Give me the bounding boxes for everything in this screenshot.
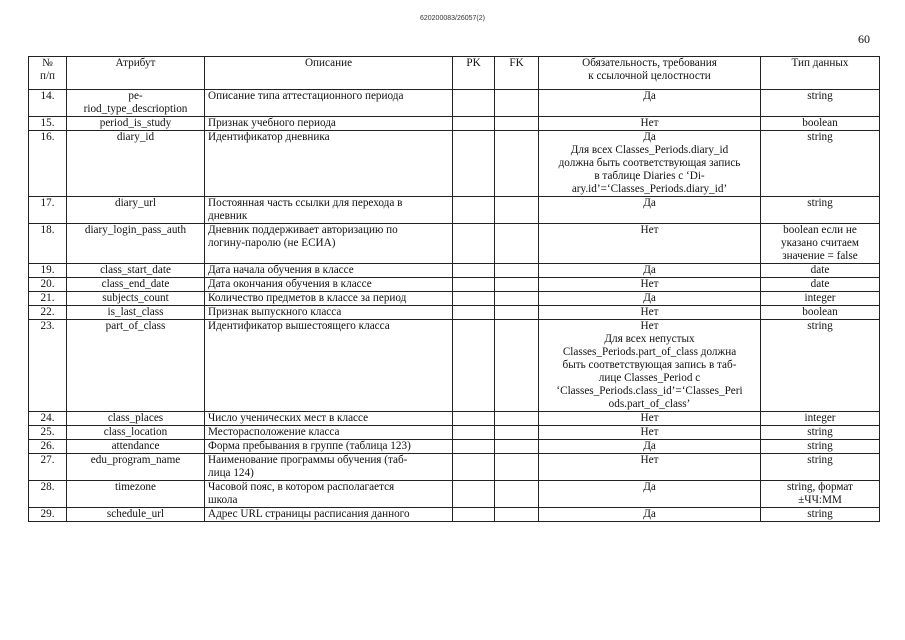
requirement-cell: Нет: [539, 306, 761, 320]
attribute-description: Признак учебного периода: [205, 117, 453, 131]
attribute-name: timezone: [67, 481, 205, 508]
row-number: 19.: [29, 264, 67, 278]
attribute-name: diary_login_pass_auth: [67, 224, 205, 264]
attribute-description: Число ученических мест в классе: [205, 412, 453, 426]
row-number: 21.: [29, 292, 67, 306]
pk-cell: [453, 306, 495, 320]
data-type-cell: integer: [761, 412, 880, 426]
data-type-cell: string: [761, 90, 880, 117]
attribute-name: period_is_study: [67, 117, 205, 131]
requirement-cell: Да: [539, 508, 761, 522]
fk-cell: [495, 292, 539, 306]
fk-cell: [495, 412, 539, 426]
requirement-cell: Да: [539, 197, 761, 224]
fk-cell: [495, 117, 539, 131]
attribute-name: class_start_date: [67, 264, 205, 278]
col-header-fk: FK: [495, 57, 539, 90]
table-row: [29, 197, 880, 224]
table-row: [29, 131, 880, 197]
table-row: [29, 90, 880, 117]
requirement-cell: Да: [539, 292, 761, 306]
requirement-cell: Да: [539, 264, 761, 278]
attribute-description: Количество предметов в классе за период: [205, 292, 453, 306]
fk-cell: [495, 508, 539, 522]
pk-cell: [453, 292, 495, 306]
requirement-cell: Да: [539, 90, 761, 117]
attribute-description: Дата начала обучения в классе: [205, 264, 453, 278]
requirement-cell: Нет: [539, 412, 761, 426]
fk-cell: [495, 197, 539, 224]
attribute-description: Дневник поддерживает авторизацию по логину-паролю (не ЕСИА): [205, 224, 453, 264]
attribute-name: class_location: [67, 426, 205, 440]
data-type-cell: boolean если не указано считаем значение = false: [761, 224, 880, 264]
row-number: 14.: [29, 90, 67, 117]
document-id: 620200083/26057(2): [419, 15, 485, 22]
row-number: 23.: [29, 320, 67, 412]
attribute-name: diary_id: [67, 131, 205, 197]
fk-cell: [495, 90, 539, 117]
data-type-cell: string: [761, 131, 880, 197]
fk-cell: [495, 320, 539, 412]
pk-cell: [453, 131, 495, 197]
attribute-description: Идентификатор вышестоящего класса: [205, 320, 453, 412]
pk-cell: [453, 278, 495, 292]
attribute-description: Наименование программы обучения (таб- лица 124): [205, 454, 453, 481]
data-type-cell: boolean: [761, 306, 880, 320]
attribute-description: Постоянная часть ссылки для перехода в дневник: [205, 197, 453, 224]
data-type-cell: string, формат ±ЧЧ:ММ: [761, 481, 880, 508]
requirement-cell: Нет: [539, 454, 761, 481]
table-row: [29, 292, 880, 306]
attribute-description: Идентификатор дневника: [205, 131, 453, 197]
requirement-cell: Да: [539, 481, 761, 508]
row-number: 29.: [29, 508, 67, 522]
page-number: 60: [858, 32, 870, 46]
requirement-cell: Нет: [539, 224, 761, 264]
row-number: 27.: [29, 454, 67, 481]
attribute-description: Форма пребывания в группе (таблица 123): [205, 440, 453, 454]
fk-cell: [495, 481, 539, 508]
row-number: 26.: [29, 440, 67, 454]
row-number: 16.: [29, 131, 67, 197]
pk-cell: [453, 224, 495, 264]
pk-cell: [453, 508, 495, 522]
requirement-cell: Нет: [539, 278, 761, 292]
fk-cell: [495, 278, 539, 292]
pk-cell: [453, 440, 495, 454]
requirement-cell: Нет Для всех непустых Classes_Periods.part_of_class должна быть соответствующая запись в таб- лице Classes_Period с ‘Classes_Periods.class_id’=‘Classes_Peri ods.part_of_class’: [539, 320, 761, 412]
row-number: 18.: [29, 224, 67, 264]
table-row: [29, 454, 880, 481]
attribute-description: Описание типа аттестационного периода: [205, 90, 453, 117]
data-type-cell: string: [761, 508, 880, 522]
fk-cell: [495, 306, 539, 320]
pk-cell: [453, 264, 495, 278]
col-header-attribute: Атрибут: [67, 57, 205, 90]
attribute-name: attendance: [67, 440, 205, 454]
attribute-description: Признак выпускного класса: [205, 306, 453, 320]
attribute-table: [28, 56, 880, 522]
data-type-cell: date: [761, 264, 880, 278]
data-type-cell: string: [761, 197, 880, 224]
table-row: [29, 320, 880, 412]
attribute-name: class_places: [67, 412, 205, 426]
fk-cell: [495, 264, 539, 278]
fk-cell: [495, 454, 539, 481]
attribute-name: class_end_date: [67, 278, 205, 292]
pk-cell: [453, 412, 495, 426]
requirement-cell: Да Для всех Classes_Periods.diary_id должна быть соответствующая запись в таблице Diaries с ‘Di- ary.id’=‘Classes_Periods.diary_id’: [539, 131, 761, 197]
data-type-cell: string: [761, 454, 880, 481]
attribute-name: edu_program_name: [67, 454, 205, 481]
requirement-cell: Нет: [539, 117, 761, 131]
fk-cell: [495, 131, 539, 197]
requirement-cell: Нет: [539, 426, 761, 440]
pk-cell: [453, 117, 495, 131]
col-header-data-type: Тип данных: [761, 57, 880, 90]
row-number: 25.: [29, 426, 67, 440]
fk-cell: [495, 224, 539, 264]
col-header-pk: PK: [453, 57, 495, 90]
fk-cell: [495, 440, 539, 454]
attribute-description: Часовой пояс, в котором располагается школа: [205, 481, 453, 508]
row-number: 22.: [29, 306, 67, 320]
table-row: [29, 224, 880, 264]
table-row: [29, 426, 880, 440]
data-type-cell: date: [761, 278, 880, 292]
pk-cell: [453, 320, 495, 412]
table-row: [29, 508, 880, 522]
table-row: [29, 481, 880, 508]
pk-cell: [453, 197, 495, 224]
pk-cell: [453, 454, 495, 481]
requirement-cell: Да: [539, 440, 761, 454]
pk-cell: [453, 426, 495, 440]
row-number: 17.: [29, 197, 67, 224]
attribute-name: pe- riod_type_descrioption: [67, 90, 205, 117]
attribute-name: is_last_class: [67, 306, 205, 320]
table-row: [29, 117, 880, 131]
col-header-requirements: Обязательность, требования к ссылочной целостности: [539, 57, 761, 90]
col-header-description: Описание: [205, 57, 453, 90]
col-header-number: № п/п: [29, 57, 67, 90]
attribute-name: subjects_count: [67, 292, 205, 306]
data-type-cell: string: [761, 320, 880, 412]
attribute-description: Адрес URL страницы расписания данного: [205, 508, 453, 522]
table-row: [29, 264, 880, 278]
data-type-cell: integer: [761, 292, 880, 306]
attribute-name: diary_url: [67, 197, 205, 224]
data-type-cell: string: [761, 440, 880, 454]
attribute-name: part_of_class: [67, 320, 205, 412]
table-row: [29, 306, 880, 320]
data-type-cell: string: [761, 426, 880, 440]
attribute-name: schedule_url: [67, 508, 205, 522]
row-number: 24.: [29, 412, 67, 426]
pk-cell: [453, 481, 495, 508]
row-number: 15.: [29, 117, 67, 131]
attribute-description: Месторасположение класса: [205, 426, 453, 440]
data-type-cell: boolean: [761, 117, 880, 131]
pk-cell: [453, 90, 495, 117]
table-row: [29, 278, 880, 292]
table-row: [29, 412, 880, 426]
row-number: 20.: [29, 278, 67, 292]
attribute-description: Дата окончания обучения в классе: [205, 278, 453, 292]
fk-cell: [495, 426, 539, 440]
table-row: [29, 440, 880, 454]
row-number: 28.: [29, 481, 67, 508]
